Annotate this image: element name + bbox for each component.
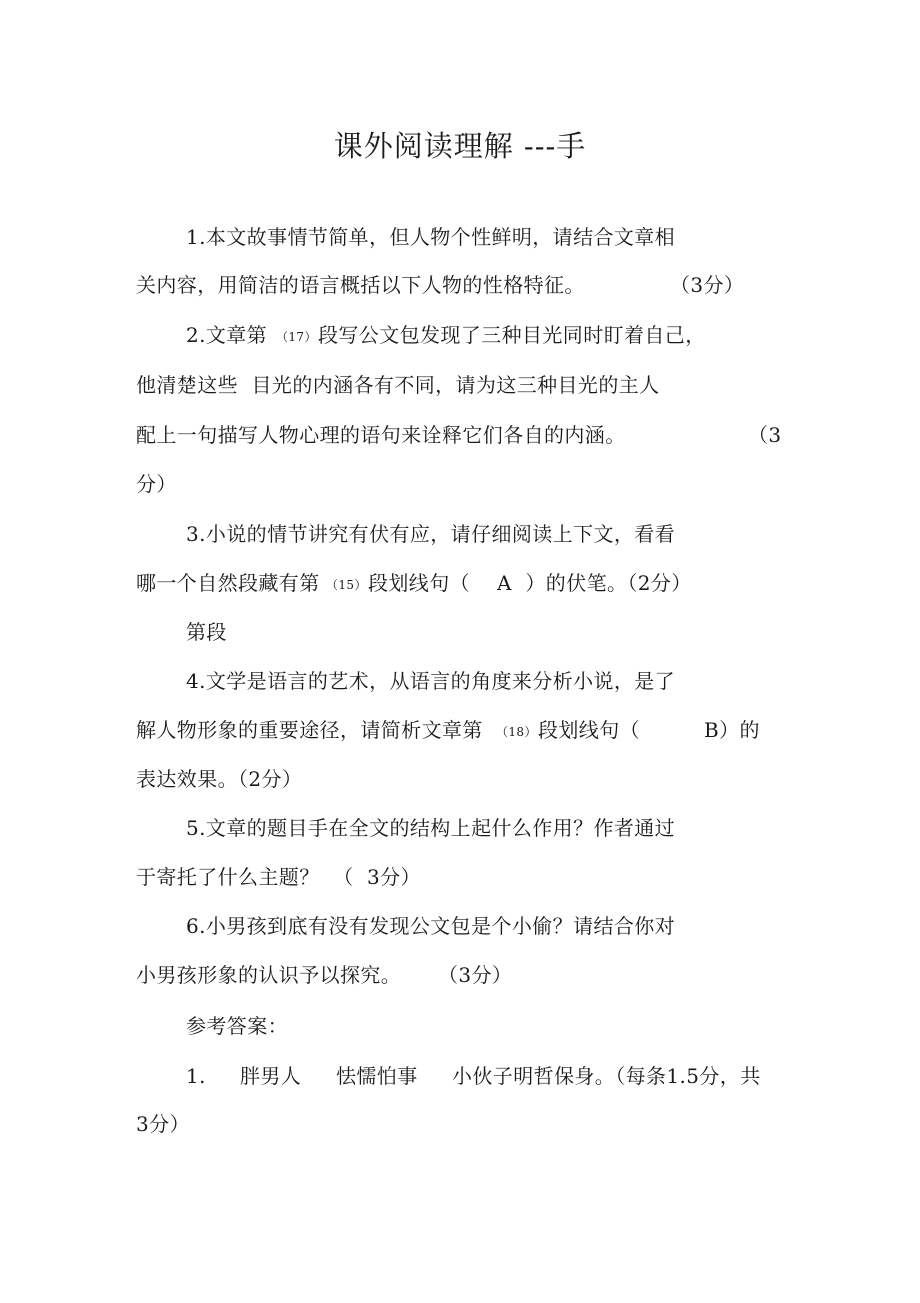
q3-line-2b: 段划线句（ A ）的伏笔。（2分）	[368, 571, 692, 595]
q3-line-1: 3.小说的情节讲究有伏有应，请仔细阅读上下文，看看	[186, 522, 676, 546]
q5-line-2: 于寄托了什么主题？ （ 3分）	[136, 865, 421, 889]
q2-line-3: 配上一句描写人物心理的语句来诠释它们各自的内涵。	[136, 423, 626, 447]
q2-line-2: 他清楚这些 目光的内涵各有不同，请为这三种目光的主人	[136, 373, 660, 397]
q1-line-2: 关内容，用简洁的语言概括以下人物的性格特征。	[136, 273, 585, 297]
q6-line-1: 6.小男孩到底有没有发现公文包是个小偷？请结合你对	[186, 914, 676, 938]
q3-line-2a: 哪一个自然段藏有第	[136, 571, 320, 595]
q3-blank-answer: 第段	[186, 620, 227, 644]
q1-score: （3分）	[670, 273, 745, 297]
q2-paragraph-ref: （17）	[276, 330, 317, 344]
q5-line-1: 5.文章的题目手在全文的结构上起什么作用？作者通过	[186, 816, 676, 840]
q4-line-3: 表达效果。（2分）	[136, 767, 303, 791]
q4-paragraph-ref: （18）	[496, 725, 537, 739]
q4-line-2c: B）的	[704, 718, 760, 742]
answer-1-rest: 小伙子明哲保身。（每条1.5分，共	[452, 1064, 761, 1088]
answer-1-trait: 怯懦怕事	[336, 1064, 418, 1088]
q2-score-open: （3	[748, 423, 782, 447]
document-title: 课外阅读理解 ---手	[333, 129, 587, 163]
answer-1-number: 1.	[186, 1064, 206, 1088]
answer-1-person: 胖男人	[240, 1064, 302, 1088]
answer-1-score: 3分）	[136, 1112, 190, 1136]
q1-line-1: 1.本文故事情节简单，但人物个性鲜明，请结合文章相	[186, 225, 676, 249]
q2-score-close: 分）	[136, 472, 177, 496]
q3-paragraph-ref: （15）	[326, 578, 367, 592]
q2-line-1b: 段写公文包发现了三种目光同时盯着自己，	[318, 323, 706, 347]
q6-score: （3分）	[438, 963, 513, 987]
q6-line-2: 小男孩形象的认识予以探究。	[136, 963, 402, 987]
q2-line-1a: 2.文章第	[186, 323, 268, 347]
q4-line-2b: 段划线句（	[538, 718, 640, 742]
answers-heading: 参考答案：	[186, 1014, 288, 1038]
q4-line-1: 4.文学是语言的艺术，从语言的角度来分析小说，是了	[186, 669, 676, 693]
q4-line-2a: 解人物形象的重要途径，请简析文章第	[136, 718, 483, 742]
